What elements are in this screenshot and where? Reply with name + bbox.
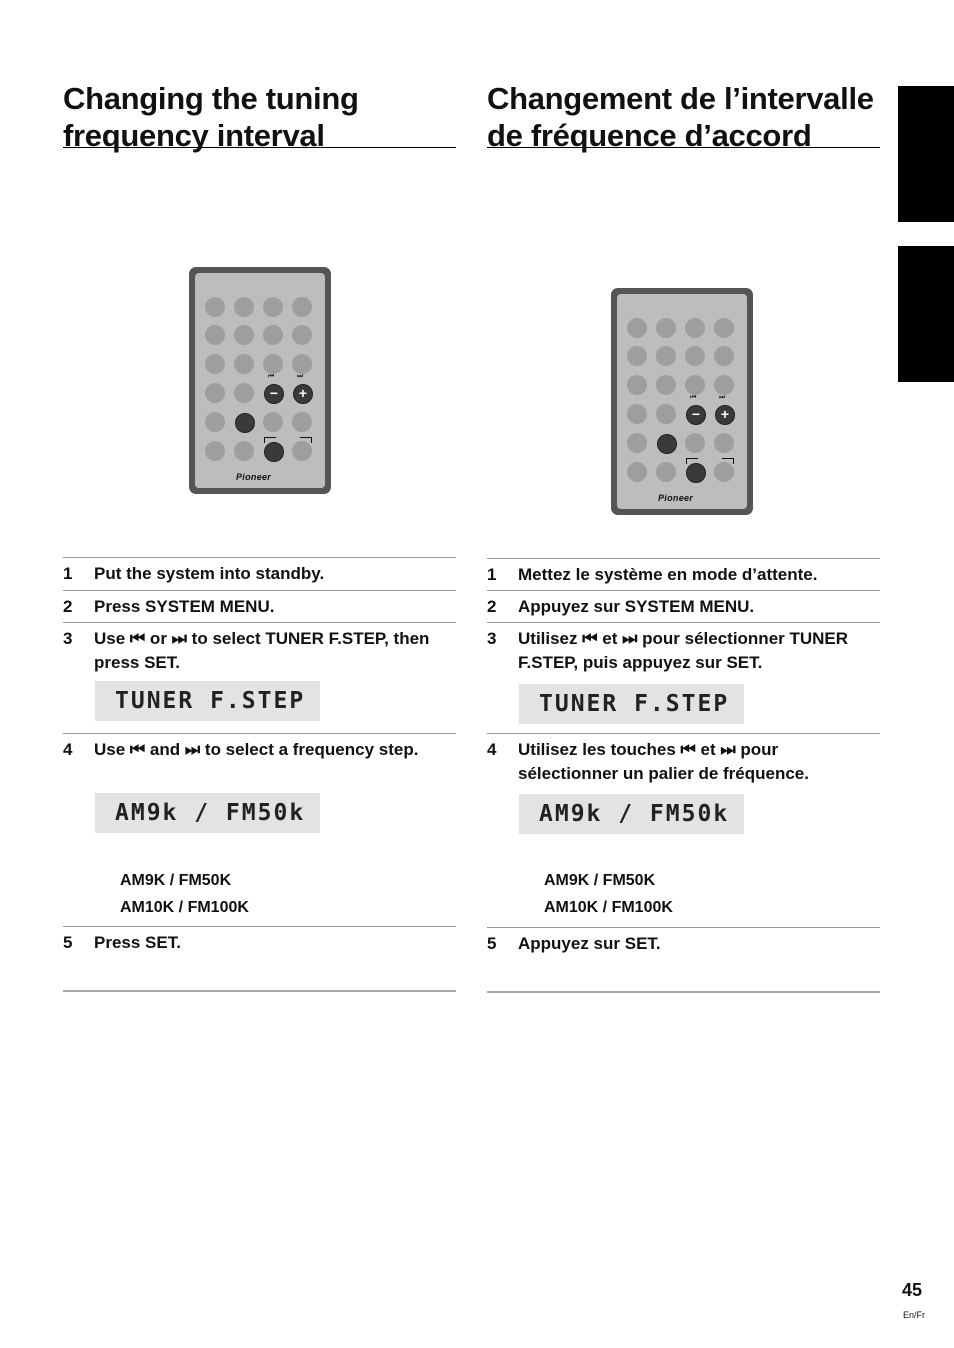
remote-button xyxy=(205,325,225,345)
prev-track-icon: ⏮ xyxy=(268,373,274,380)
next-track-icon: ⏭ xyxy=(297,373,303,380)
remote-button xyxy=(627,346,647,366)
step-number: 2 xyxy=(487,597,497,616)
title-line-1: Changement de l’intervalle xyxy=(487,81,874,116)
page-number: 45 xyxy=(902,1280,923,1300)
step-number: 3 xyxy=(487,629,497,648)
next-track-icon: ⏭ xyxy=(719,394,725,401)
remote-button xyxy=(627,318,647,338)
pioneer-logo: Pioneer xyxy=(658,493,694,503)
step-text: Appuyez sur SET. xyxy=(518,934,661,953)
step-text: Utilisez les touches ⏮ et ⏭ pour sélectionner un palier de fréquence. xyxy=(518,740,809,783)
title-line-1: Changing the tuning xyxy=(63,81,359,116)
step-5 xyxy=(63,926,456,991)
set-button xyxy=(264,442,284,462)
step-number: 4 xyxy=(63,740,73,759)
step-number: 3 xyxy=(63,629,73,648)
title-line-2: frequency interval xyxy=(63,118,325,153)
remote-button xyxy=(714,375,734,395)
step-number: 1 xyxy=(63,564,73,583)
page-title xyxy=(63,80,456,153)
remote-button xyxy=(205,383,225,403)
step-2 xyxy=(63,590,456,623)
step-number: 5 xyxy=(487,934,497,953)
language-code: En/Fr xyxy=(903,1310,926,1320)
remote-button xyxy=(234,383,254,403)
frequency-option: AM9K / FM50K xyxy=(544,872,656,889)
remote-button xyxy=(205,412,225,432)
plus-button: + xyxy=(715,405,735,425)
remote-button xyxy=(714,462,734,482)
lcd-display: TUNER F.STEP xyxy=(519,684,744,724)
remote-face xyxy=(195,273,325,488)
step-text: Appuyez sur SYSTEM MENU. xyxy=(518,597,755,616)
remote-button xyxy=(714,318,734,338)
remote-button xyxy=(627,404,647,424)
section-end-rule xyxy=(63,990,456,992)
remote-button xyxy=(627,433,647,453)
step-4 xyxy=(63,733,456,927)
system-menu-button xyxy=(235,413,255,433)
step-text: Use ⏮ or ⏭ to select TUNER F.STEP, then press SET. xyxy=(94,629,430,672)
remote-button xyxy=(234,441,254,461)
remote-button xyxy=(685,346,705,366)
remote-button xyxy=(292,297,312,317)
step-number: 1 xyxy=(487,565,497,584)
step-text: Utilisez ⏮ et ⏭ pour sélectionner TUNER F.STEP, puis appuyez sur SET. xyxy=(518,629,849,672)
remote-button xyxy=(656,318,676,338)
section-end-rule xyxy=(487,991,880,993)
remote-face xyxy=(617,294,747,509)
frequency-option: AM9K / FM50K xyxy=(120,872,232,889)
remote-button xyxy=(205,297,225,317)
minus-button: − xyxy=(686,405,706,425)
set-button xyxy=(686,463,706,483)
step-3 xyxy=(63,622,456,734)
language-tab-english xyxy=(898,86,954,222)
remote-button xyxy=(292,412,312,432)
remote-button xyxy=(234,354,254,374)
remote-button xyxy=(656,375,676,395)
step-2 xyxy=(487,590,880,623)
remote-control-illustration xyxy=(189,267,331,494)
step-1 xyxy=(63,557,456,590)
step-text: Put the system into standby. xyxy=(94,564,325,583)
remote-button xyxy=(656,346,676,366)
remote-button xyxy=(714,346,734,366)
page-title-french xyxy=(487,80,880,153)
pioneer-logo: Pioneer xyxy=(236,472,272,482)
step-number: 5 xyxy=(63,933,73,952)
remote-button xyxy=(627,375,647,395)
remote-button xyxy=(263,325,283,345)
system-menu-button xyxy=(657,434,677,454)
title-line-2: de fréquence d’accord xyxy=(487,118,812,153)
step-4 xyxy=(487,733,880,928)
remote-button xyxy=(205,354,225,374)
remote-button xyxy=(234,297,254,317)
step-number: 4 xyxy=(487,740,497,759)
remote-button xyxy=(656,462,676,482)
remote-button xyxy=(292,325,312,345)
remote-button xyxy=(627,462,647,482)
step-text: Press SYSTEM MENU. xyxy=(94,597,275,616)
step-text: Press SET. xyxy=(94,933,181,952)
lcd-display: AM9k / FM50k xyxy=(519,794,744,834)
remote-button xyxy=(205,441,225,461)
step-3 xyxy=(487,622,880,734)
prev-track-icon: ⏮ xyxy=(690,394,696,401)
step-number: 2 xyxy=(63,597,73,616)
remote-button xyxy=(292,441,312,461)
language-tab-french xyxy=(898,246,954,382)
remote-button xyxy=(263,297,283,317)
lcd-display: AM9k / FM50k xyxy=(95,793,320,833)
step-text: Mettez le système en mode d’attente. xyxy=(518,565,818,584)
remote-control-illustration xyxy=(611,288,753,515)
remote-button xyxy=(263,354,283,374)
step-5 xyxy=(487,927,880,992)
step-1 xyxy=(487,558,880,591)
step-text: Use ⏮ and ⏭ to select a frequency step. xyxy=(94,740,419,759)
plus-button: + xyxy=(293,384,313,404)
remote-button xyxy=(656,404,676,424)
frequency-option: AM10K / FM100K xyxy=(120,899,249,916)
remote-button xyxy=(292,354,312,374)
remote-button xyxy=(685,318,705,338)
remote-button xyxy=(714,433,734,453)
minus-button: − xyxy=(264,384,284,404)
remote-button xyxy=(685,433,705,453)
remote-button xyxy=(263,412,283,432)
frequency-option: AM10K / FM100K xyxy=(544,899,673,916)
remote-button xyxy=(685,375,705,395)
lcd-display: TUNER F.STEP xyxy=(95,681,320,721)
remote-button xyxy=(234,325,254,345)
